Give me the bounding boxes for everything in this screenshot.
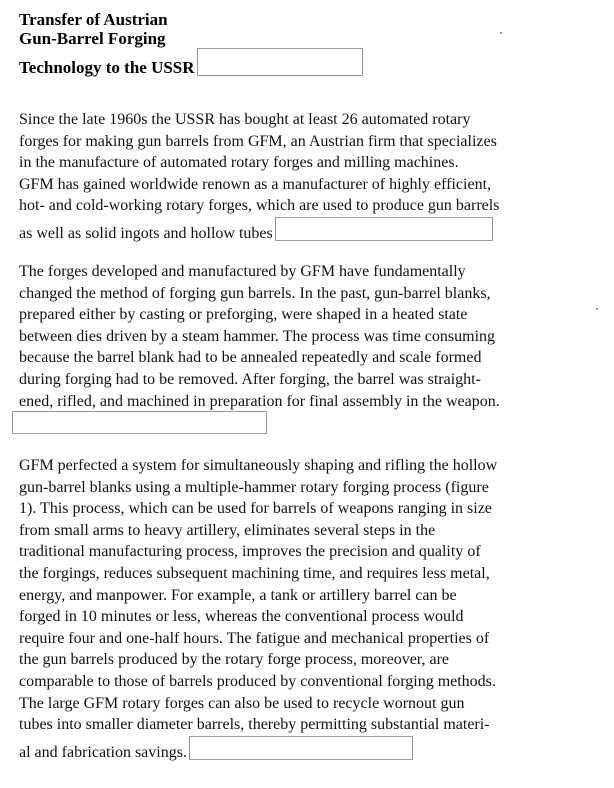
- paragraph-line: [19, 217, 499, 245]
- paragraph-line: ened, rifled, and machined in preparation for final assembly in the weapon.: [19, 392, 500, 410]
- paragraph-line: hot- and cold-working rotary forges, which are used to produce gun barrels: [19, 197, 500, 215]
- paragraph-line: GFM has gained worldwide renown as a manufacturer of highly efficient,: [19, 175, 492, 193]
- paragraph-line: [19, 736, 497, 764]
- paragraph-line: The forges developed and manufactured by GFM have fundamentally: [19, 263, 466, 280]
- paragraph-3: [19, 455, 497, 763]
- paragraph-line: 1). This process, which can be used for barrels of weapons ranging in size: [19, 500, 492, 518]
- paragraph-line: between dies driven by a steam hammer. The process was time consuming: [19, 327, 496, 345]
- paragraph-line-text: al and fabrication savings.: [19, 743, 187, 761]
- paragraph-line: gun-barrel blanks using a multiple-hammer rotary forging process (figure: [19, 478, 489, 496]
- paragraph-line: GFM perfected a system for simultaneously shaping and rifling the hollow: [19, 457, 498, 474]
- paragraph-line-text: as well as solid ingots and hollow tubes: [19, 224, 273, 242]
- paragraph-line: forges for making gun barrels from GFM, an Austrian firm that specializes: [19, 132, 497, 150]
- redaction-box: [189, 736, 413, 760]
- paragraph-line: in the manufacture of automated rotary forges and milling machines.: [19, 154, 459, 172]
- title-line: [19, 48, 363, 77]
- paragraph-line: during forging had to be removed. After forging, the barrel was straight-: [19, 370, 481, 388]
- paragraph-line: forged in 10 minutes or less, whereas the conventional process would: [19, 608, 464, 626]
- paragraph-line: energy, and manpower. For example, a tank or artillery barrel can be: [19, 586, 457, 604]
- paragraph-line: tubes into smaller diameter barrels, thereby permitting substantial materi-: [19, 716, 490, 734]
- paragraph-line: traditional manufacturing process, improves the precision and quality of: [19, 543, 481, 561]
- redaction-box: [275, 217, 493, 241]
- paragraph-2: [19, 261, 500, 412]
- paragraph-line: from small arms to heavy artillery, eliminates several steps in the: [19, 521, 436, 539]
- paragraph-line: prepared either by casting or preforging, were shaped in a heated state: [19, 306, 468, 324]
- paragraph-line: require four and one-half hours. The fatigue and mechanical properties of: [19, 629, 490, 647]
- paragraph-line: The large GFM rotary forges can also be used to recycle wornout gun: [19, 694, 465, 712]
- paragraph-line: the gun barrels produced by the rotary forge process, moreover, are: [19, 651, 450, 669]
- scan-speck: [500, 32, 502, 34]
- redaction-box: [197, 48, 363, 76]
- redaction-box: [12, 411, 267, 434]
- paragraph-line: because the barrel blank had to be annealed repeatedly and scale formed: [19, 349, 482, 367]
- title-line: Gun-Barrel Forging: [19, 29, 166, 48]
- title-line: Transfer of Austrian: [19, 10, 168, 29]
- title-line-text: Technology to the USSR: [19, 58, 195, 77]
- paragraph-line: the forgings, reduces subsequent machining time, and requires less metal,: [19, 564, 490, 582]
- paragraph-line: Since the late 1960s the USSR has bought at least 26 automated rotary: [19, 111, 471, 128]
- paragraph-line: comparable to those of barrels produced by conventional forging methods.: [19, 672, 496, 690]
- scan-speck: [596, 308, 598, 310]
- document-title: [19, 10, 363, 77]
- paragraph-1: [19, 109, 499, 245]
- paragraph-line: changed the method of forging gun barrels. In the past, gun-barrel blanks,: [19, 284, 491, 302]
